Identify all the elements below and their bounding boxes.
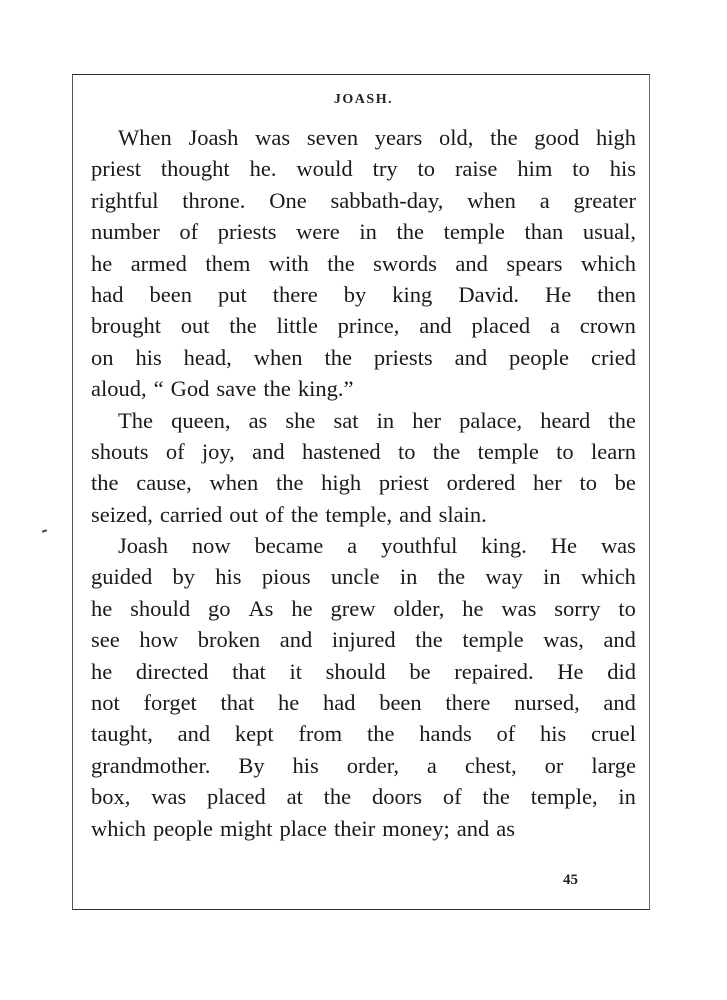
body-text bbox=[91, 122, 636, 844]
text-line: shouts of joy, and hastened to the temple to learn bbox=[91, 438, 636, 464]
text-line: Joash now became a youthful king. He was bbox=[118, 533, 636, 559]
text-line: brought out the little prince, and placed a crown bbox=[91, 313, 636, 339]
text-line: number of priests were in the temple than usual, bbox=[91, 219, 636, 245]
paragraph bbox=[91, 122, 636, 405]
text-line: see how broken and injured the temple was, and bbox=[91, 627, 636, 653]
paragraph bbox=[91, 405, 636, 531]
text-line: the cause, when the high priest ordered her to be bbox=[91, 470, 636, 496]
margin-mark bbox=[42, 529, 47, 533]
text-line: The queen, as she sat in her palace, heard the bbox=[118, 407, 636, 433]
text-line: grandmother. By his order, a chest, or large bbox=[91, 752, 636, 778]
text-line: he should go As he grew older, he was sorry to bbox=[91, 595, 636, 621]
running-head: JOASH. bbox=[333, 92, 394, 107]
text-line: had been put there by king David. He then bbox=[91, 281, 636, 307]
text-line: which people might place their money; and as bbox=[91, 815, 515, 841]
text-line: guided by his pious uncle in the way in which bbox=[91, 564, 636, 590]
text-line: When Joash was seven years old, the good high bbox=[118, 125, 636, 150]
text-line: box, was placed at the doors of the temple, in bbox=[91, 784, 636, 810]
text-line: on his head, when the priests and people cried bbox=[91, 344, 636, 370]
text-line: not forget that he had been there nursed, and bbox=[91, 690, 636, 716]
paragraph bbox=[91, 530, 636, 844]
text-line: seized, carried out of the temple, and slain. bbox=[91, 501, 487, 527]
text-line: rightful throne. One sabbath-day, when a greater bbox=[91, 187, 636, 213]
text-line: he directed that it should be repaired. He did bbox=[91, 658, 636, 684]
text-line: aloud, “ God save the king.” bbox=[91, 376, 354, 402]
text-line: taught, and kept from the hands of his cruel bbox=[91, 721, 636, 747]
text-line: he armed them with the swords and spears which bbox=[91, 250, 636, 276]
text-line: priest thought he. would try to raise him to his bbox=[91, 156, 636, 182]
page-number: 45 bbox=[563, 872, 578, 888]
